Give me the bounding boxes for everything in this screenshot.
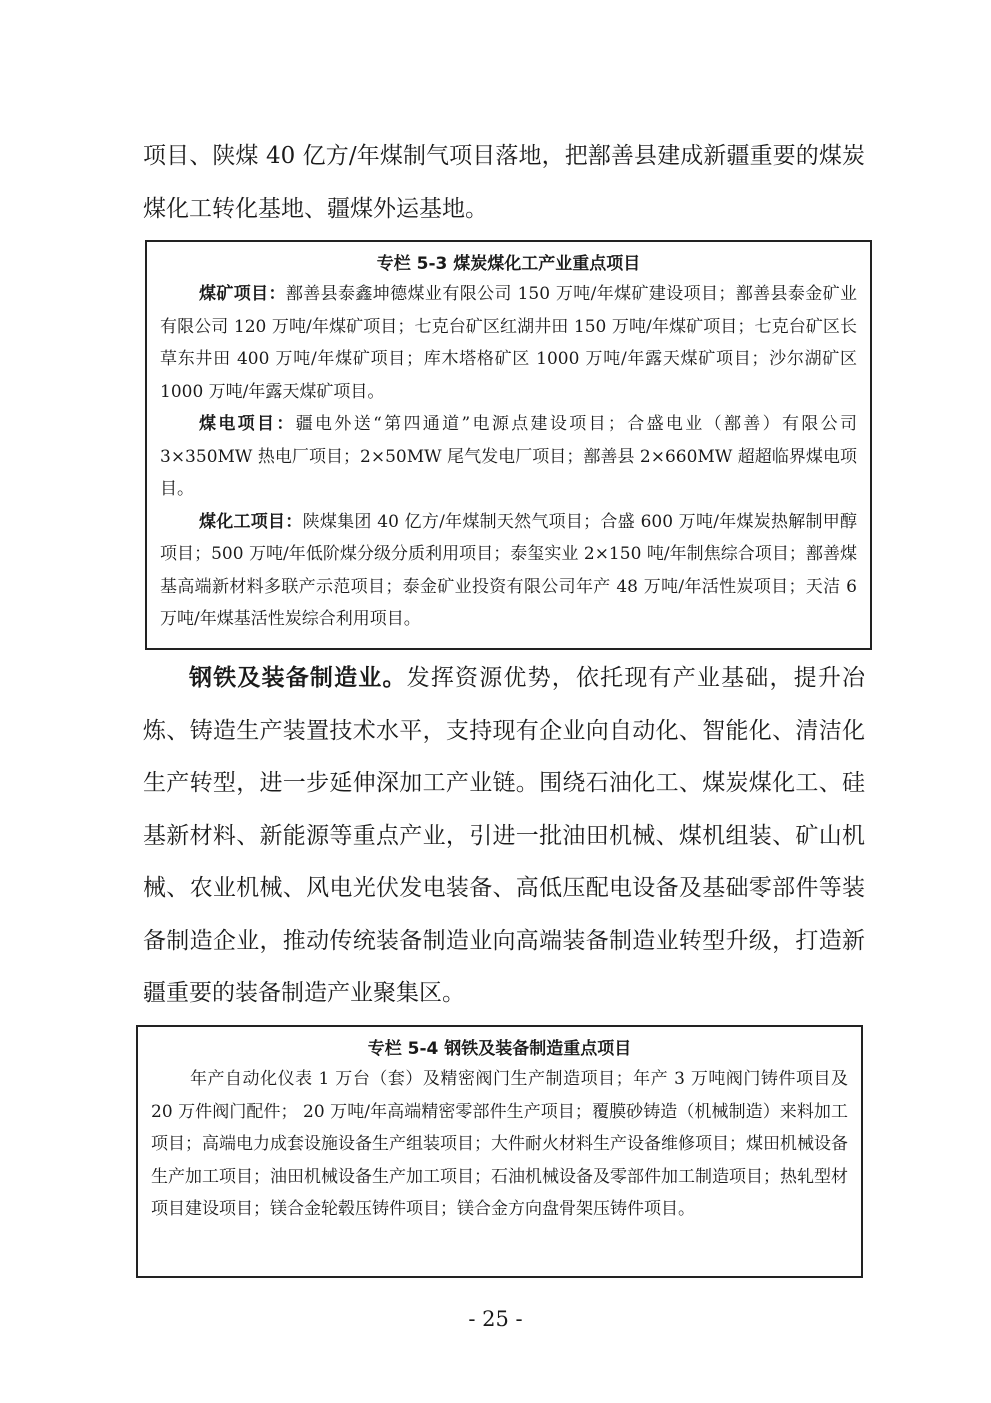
item-text: 鄯善县泰鑫坤德煤业有限公司 150 万吨/年煤矿建设项目；鄯善县泰金矿业有限公司 120 万吨/年煤矿项目；七克台矿区红湖井田 150 万吨/年煤矿项目；七克台矿区长草东井田 400 万吨/年煤矿项目；库木塔格矿区 1000 万吨/年露天煤矿项目；沙尔湖矿区 1000 万吨/年露天煤矿项目。 — [160, 284, 858, 402]
item-text: 陕煤集团 40 亿方/年煤制天然气项目；合盛 600 万吨/年煤炭热解制甲醇项目；500 万吨/年低阶煤分级分质利用项目；泰玺实业 2×150 吨/年制焦综合项目；鄯善煤基高端新材料多联产示范项目；泰金矿业投资有限公司年产 48 万吨/年活性炭项目；天洁 6 万吨/年煤基活性炭综合利用项目。 — [160, 511, 858, 629]
box-item-coal-mine — [160, 278, 857, 408]
item-text: 疆电外送“第四通道”电源点建设项目；合盛电业（鄯善）有限公司 3×350MW 热电厂项目；2×50MW 尾气发电厂项目；鄯善县 2×660MW 超超临界煤电项目。 — [160, 414, 858, 499]
page-number: - 25 - — [468, 1307, 523, 1331]
box-title: 专栏 5-3 煤炭煤化工产业重点项目 — [376, 254, 641, 274]
box-title: 专栏 5-4 钢铁及装备制造重点项目 — [367, 1039, 632, 1059]
intro-paragraph — [143, 130, 865, 235]
box-text-content: 年产自动化仪表 1 万台（套）及精密阀门生产制造项目；年产 3 万吨阀门铸件项目及 20 万件阀门配件； 20 万吨/年高端精密零部件生产项目；覆膜砂铸造（机械制造）来料加工项目；高端电力成套设施设备生产组装项目；大件耐火材料生产设备维修项目；煤田机械设备生产加工项目；油田机械设备生产加工项目；石油机械设备及零部件加工制造项目；热轧型材项目建设项目；镁合金轮毂压铸件项目；镁合金方向盘骨架压铸件项目。 — [151, 1069, 848, 1219]
column-box-5-3 — [145, 240, 872, 650]
intro-text: 项目、陕煤 40 亿方/年煤制气项目落地，把鄯善县建成新疆重要的煤炭煤化工转化基地、疆煤外运基地。 — [143, 143, 865, 222]
box-text — [151, 1063, 848, 1226]
steel-heading: 钢铁及装备制造业。 — [189, 665, 407, 691]
item-label: 煤电项目： — [199, 414, 296, 434]
box-item-coal-power — [160, 408, 857, 506]
column-box-5-4 — [136, 1025, 863, 1278]
item-label: 煤矿项目： — [199, 284, 286, 304]
steel-text: 发挥资源优势，依托现有产业基础，提升冶炼、铸造生产装置技术水平，支持现有企业向自动化、智能化、清洁化生产转型，进一步延伸深加工产业链。围绕石油化工、煤炭煤化工、硅基新材料、新能源等重点产业，引进一批油田机械、煤机组装、矿山机械、农业机械、风电光伏发电装备、高低压配电设备及基础零部件等装备制造企业，推动传统装备制造业向高端装备制造业转型升级，打造新疆重要的装备制造产业聚集区。 — [143, 665, 866, 1006]
item-label: 煤化工项目： — [199, 511, 303, 532]
box-item-coal-chemical — [160, 506, 857, 636]
steel-paragraph — [143, 652, 865, 1020]
